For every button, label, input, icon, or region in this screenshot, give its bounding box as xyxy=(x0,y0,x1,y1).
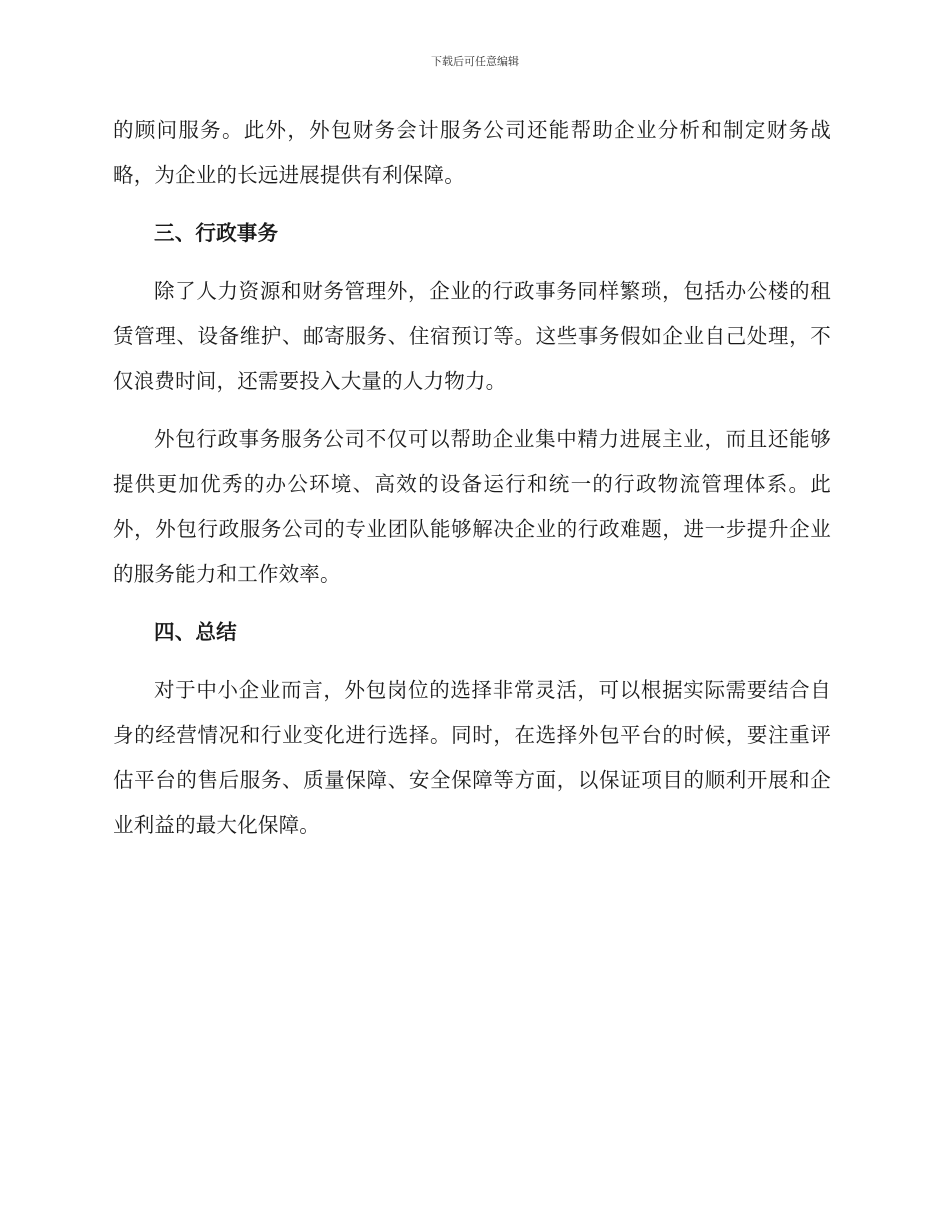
body-paragraph: 外包行政事务服务公司不仅可以帮助企业集中精力进展主业，而且还能够提供更加优秀的办公环境、高效的设备运行和统一的行政物流管理体系。此外，外包行政服务公司的专业团队能够解决企业的行政难题，进一步提升企业的服务能力和工作效率。 xyxy=(113,427,831,586)
body-paragraph: 除了人力资源和财务管理外，企业的行政事务同样繁琐，包括办公楼的租赁管理、设备维护、邮寄服务、住宿预订等。这些事务假如企业自己处理，不仅浪费时间，还需要投入大量的人力物力。 xyxy=(113,279,831,393)
continuation-paragraph: 的顾问服务。此外，外包财务会计服务公司还能帮助企业分析和制定财务战略，为企业的长远进展提供有利保障。 xyxy=(113,118,831,187)
section-heading-summary: 四、总结 xyxy=(154,620,237,644)
header-note: 下载后可任意编辑 xyxy=(431,55,519,68)
section-heading-administrative-affairs: 三、行政事务 xyxy=(154,221,279,245)
body-paragraph: 对于中小企业而言，外包岗位的选择非常灵活，可以根据实际需要结合自身的经营情况和行业变化进行选择。同时，在选择外包平台的时候，要注重评估平台的售后服务、质量保障、安全保障等方面，以保证项目的顺利开展和企业利益的最大化保障。 xyxy=(113,678,831,837)
document-body xyxy=(113,108,831,861)
